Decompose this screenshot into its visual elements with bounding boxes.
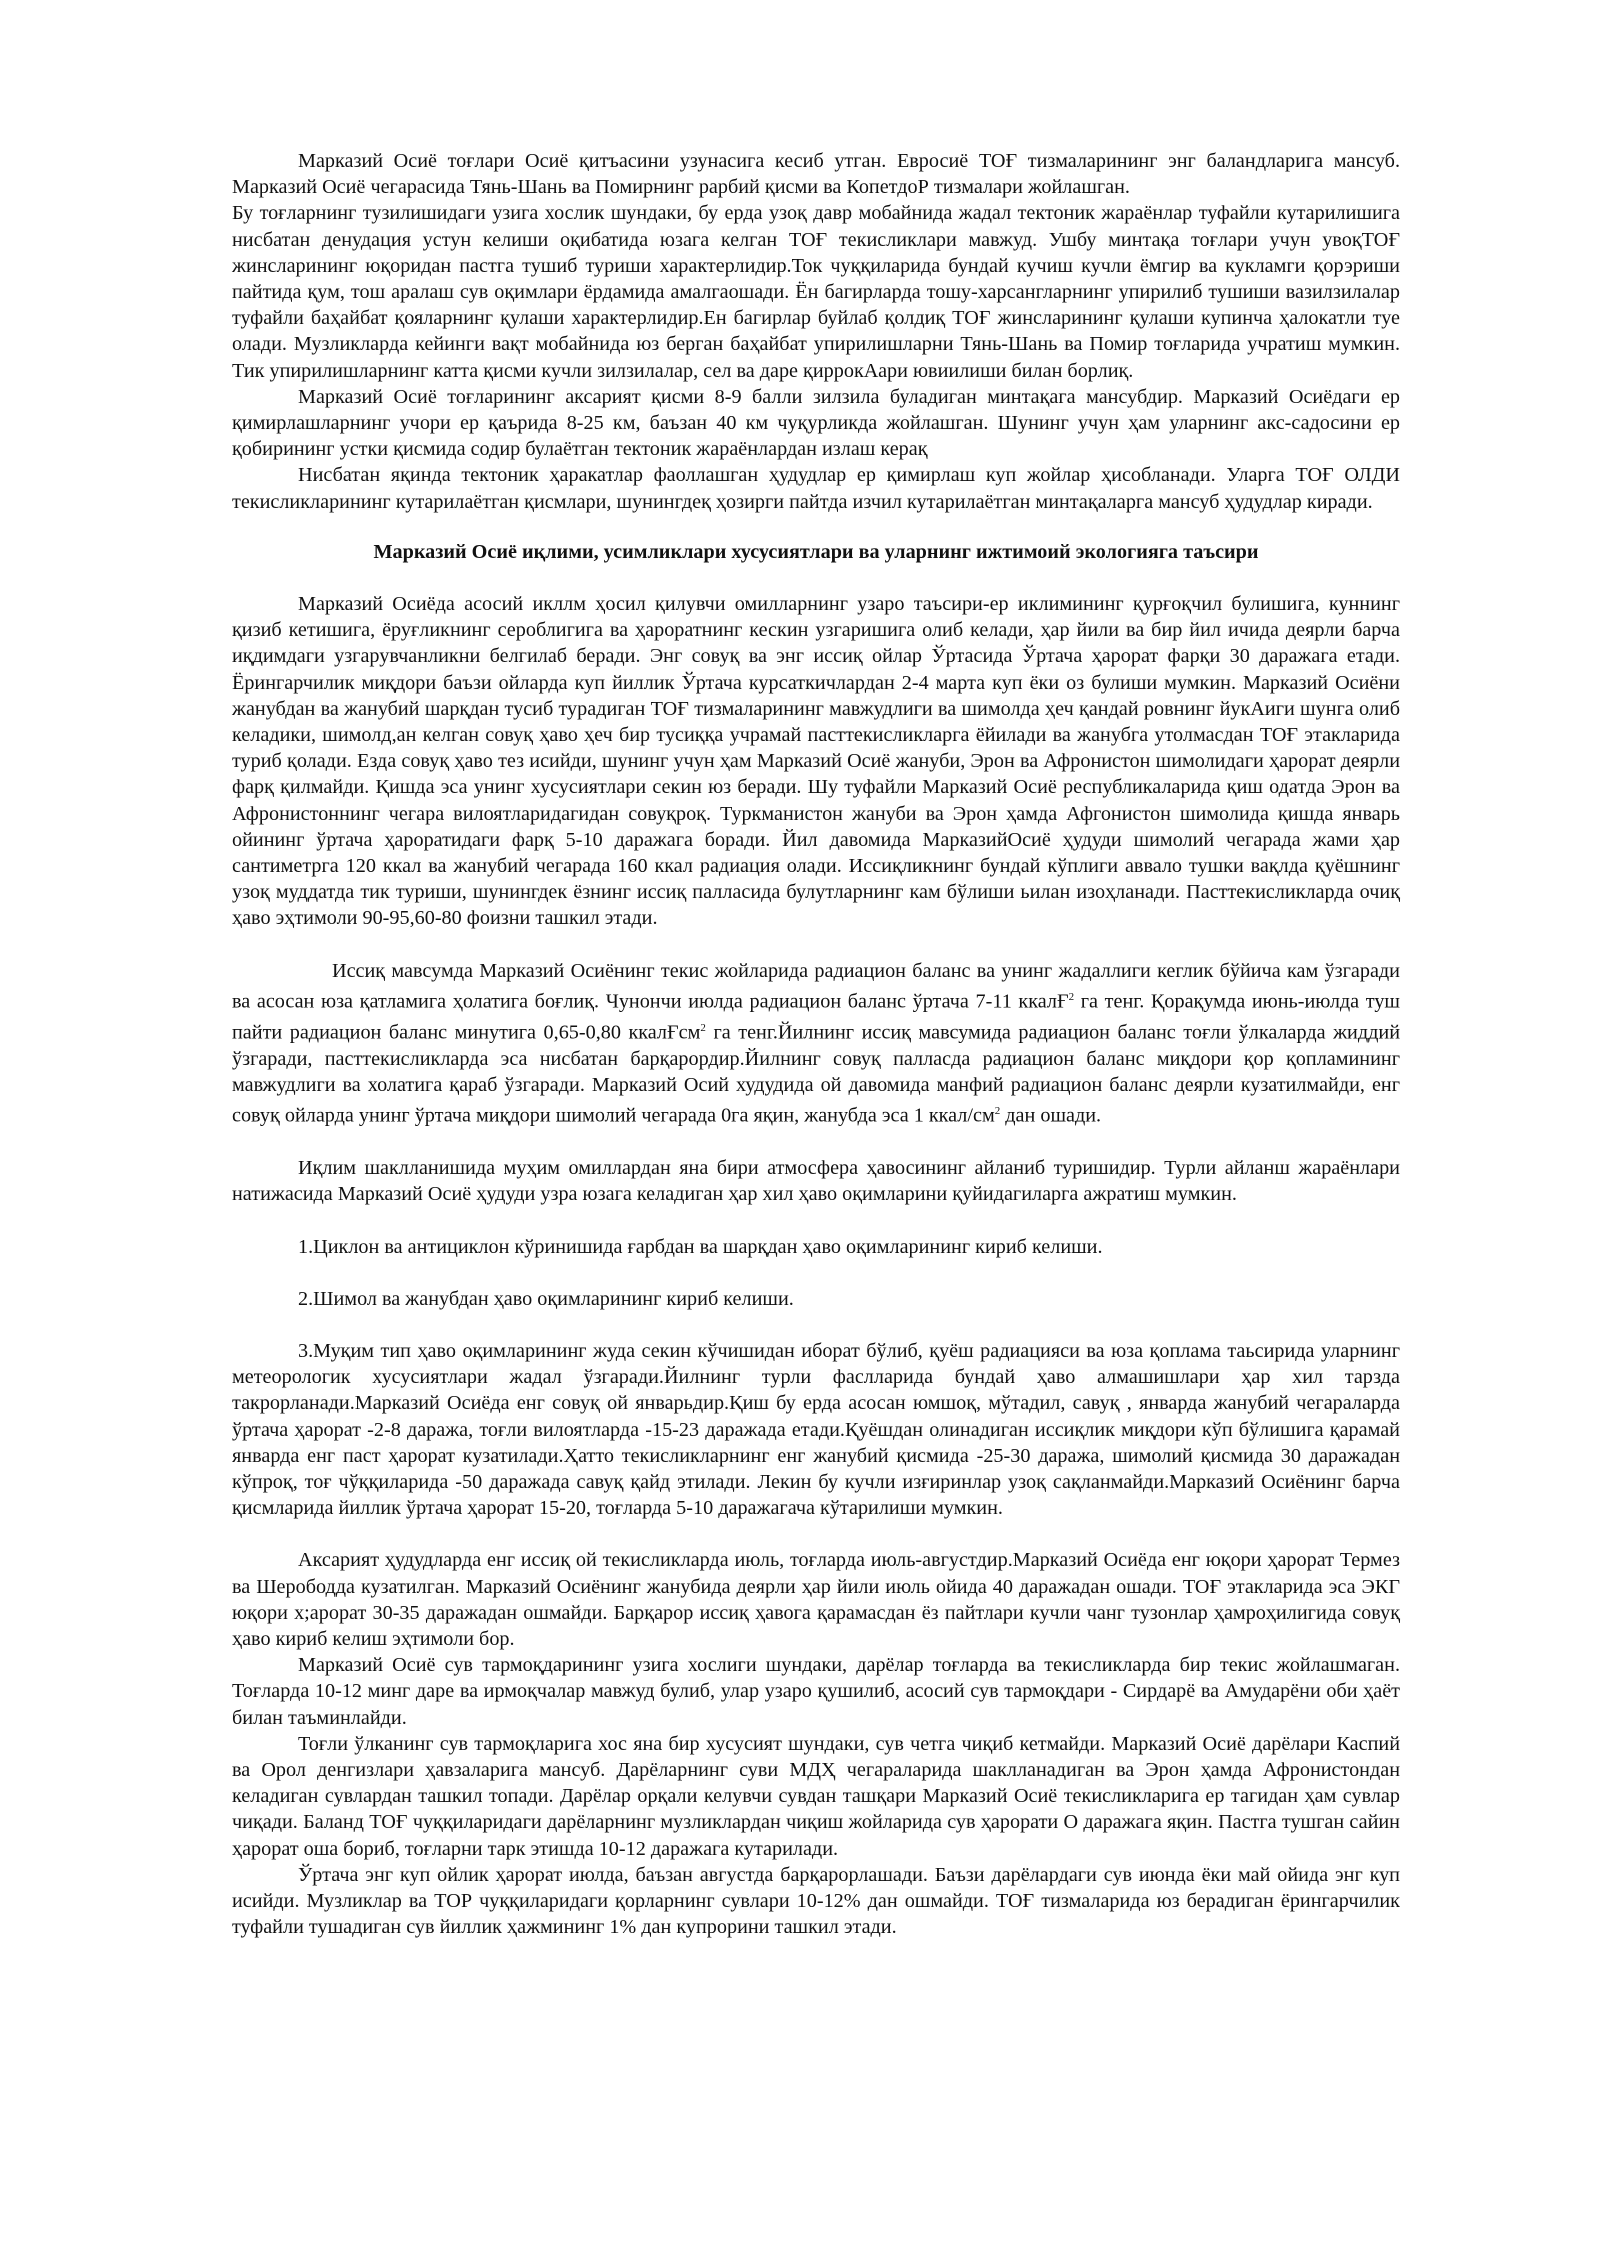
- climate-2-part-b: га тенг. Қорақумда июнь-июлда туш пайти радиацион баланс минутига 0,65-0,80 ккалҒсм: [232, 990, 1400, 1044]
- paragraph-intro-1: Марказий Осиё тоғлари Осиё қитъасини узунасига кесиб утган. Евросиё ТОҒ тизмаларининг энг баландларига мансуб. Марказий Осиё чегарасида Тянь-Шань ва Помирнинг рарбий қисми ва КопетдоР тизмалари жойлашган.: [232, 150, 1400, 199]
- list-item-3: 3.Муқим тип ҳаво оқимларининг жуда секин кўчишидан иборат бўлиб, қуёш радиацияси ва юза қоплама таьсирида уларнинг метеорологик хусусиятлари жадал ўзгаради.Йилнинг турли фаслларида бундай ҳаво алмашишлари ҳар хил тарзда такрорланади.Марказий Осиёда енг совуқ ой январьдир.Қиш бу ерда асосан юмшоқ, мўтадил, савуқ , январда жанубий чегараларда ўртача ҳарорат -2-8 даража, тоғли вилоятларда -15-23 даражада етади.Қуёшдан олинадиган иссиқлик миқдори кўп бўлишига қарамай январда енг паст ҳарорат кузатилади.Ҳатто текисликларнинг енг жанубий қисмида -25-30 даража, шимолий қисмида 30 даражадан кўпроқ, тоғ чўққиларида -50 даражада савуқ қайд этилади. Лекин бу кучли изғиринлар узоқ сақланмайди.Марказий Осиёнинг барча қисмларида йиллик ўртача ҳарорат 15-20, тоғларда 5-10 даражагача кўтарилиши мумкин.: [232, 1339, 1400, 1520]
- paragraph-water-1: Марказий Осиё сув тармоқдарининг узига хослиги шундаки, дарёлар тоғларда ва текисликларда бир текис жойлашмаган. Тоғларда 10-12 минг даре ва ирмоқчалар мавжуд булиб, улар узаро қушилиб, асосий сув тармоқдари - Сирдарё ва Амударёни оби ҳаёт билан таъминлайди.: [232, 1654, 1400, 1729]
- paragraph-water-3: Ўртача энг куп ойлик ҳарорат июлда, баъзан августда барқарорлашади. Баъзи дарёлардаги сув июнда ёки май ойида энг куп исийди. Музликлар ва ТОР чуққиларидаги қорларнинг сувлари 10-12% дан ошмайди. ТОҒ тизмаларида юз берадиган ёрингарчилик туфайли тушадиган сув йиллик ҳажмининг 1% дан купрорини ташкил этади.: [232, 1863, 1400, 1939]
- superscript: 2: [700, 1021, 706, 1034]
- superscript: 2: [994, 1105, 1001, 1118]
- climate-2-part-d: дан ошади.: [1000, 1104, 1102, 1127]
- paragraph-water-2: Тоғли ўлканинг сув тармоқларига хос яна бир хусусият шундаки, сув четга чиқиб кетмайди. Марказий Осиё дарёлари Каспий ва Орол денгизлари ҳавзаларига мансуб. Дарёларнинг суви МДҲ чегараларида шаклланадиган ва Эрон ҳамда Афронистондан келадиган сувлардан ташкил топади. Дарёлар орқали келувчи сувдан ташқари Марказий Осиё текисликларига ер тагидан ҳам сувлар чиқади. Баланд ТОҒ чуққиларидаги дарёларнинг музликлардан чиқиш жойларида сув ҳарорати О даражага яқин. Пастга тушган сайин ҳарорат оша бориб, тоғларни тарк этишда 10-12 даражага кутарилади.: [232, 1732, 1400, 1860]
- paragraph-intro-2: Бу тоғларнинг тузилишидаги узига хослик шундаки, бу ерда узоқ давр мобайнида жадал тектоник жараёнлар туфайли кутарилишига нисбатан денудация устун келиши оқибатида юзага келган ТОҒ текисликлари мавжуд. Ушбу минтақа тоғлари учун увоқТОҒ жинсларининг юқоридан пастга тушиб туриши характерлидир.Ток чуққиларида бундай кучиш кучли ёмгир ва кукламги қорэриши пайтида қум, тош аралаш сув оқимлари ёрдамида амалгаошади. Ён багирларда тошу-харсангларнинг упирилиб тушиши вазилзилалар туфайли баҳайбат қояларнинг қулаши характерлидир.Ен багирлар буйлаб қолдиқ ТОҒ жинсларининг қулаши купинча ҳалокатли туе олади. Музликларда кейинги вақт мобайнида юз берган баҳайбат упирилишларни Тянь-Шань ва Помир тоғларида учратиш мумкин. Тик упирилишларнинг катта қисми кучли зилзилалар, сел ва даре қиррокАари ювиилиши билан борлиқ.: [232, 202, 1400, 382]
- document-page: [232, 148, 1400, 1940]
- climate-2-part-c: га тенг.Йилнинг иссиқ мавсумида радиацион баланс тоғли ўлкаларда жиддий ўзгаради, пасттекисликларда эса нисбатан барқарордир.Йилнинг совуқ палласда радиацион баланс миқдори қор қопламининг мавжудлиги ва холатига қараб ўзгаради. Марказий Осий худудида ой давомида манфий радиацион баланс деярли кузатилмайди, енг совуқ ойларда унинг ўртача миқдори шимолий чегарада 0га яқин, жанубда эса 1 ккал/см: [232, 1021, 1401, 1127]
- paragraph-summer: Аксарият ҳудудларда енг иссиқ ой текисликларда июль, тоғларда июль-августдир.Марказий Осиёда енг юқори ҳарорат Термез ва Шерободда кузатилган. Марказий Осиёнинг жанубида деярли ҳар йили июль ойида 40 даражадан ошади. ТОҒ этакларида эса ЭКГ юқори х;арорат 30-35 даражадан ошмайди. Барқарор иссиқ ҳавога қарамасдан ёз пайтлари кучли чанг тузонлар ҳамроҳилигида совуқ ҳаво кириб келиш эҳтимоли бор.: [232, 1549, 1400, 1650]
- paragraph-intro-3: Марказий Осиё тоғларининг аксарият қисми 8-9 балли зилзила буладиган минтақага мансубдир. Марказий Осиёдаги ер қимирлашларнинг учори ер қаърида 8-25 км, баъзан 40 км чуқурликда жойлашган. Шунинг учун ҳам уларнинг акс-садосини ер қобирининг устки қисмида содир булаётган тектоник жараёнлардан излаш керақ: [232, 385, 1400, 461]
- list-item-2: 2.Шимол ва жанубдан ҳаво оқимларининг кириб келиши.: [298, 1287, 794, 1310]
- paragraph-climate-3: Иқлим шаклланишида муҳим омиллардан яна бири атмосфера ҳавосининг айланиб туришидир. Турли айланш жараёнлари натижасида Марказий Осиё ҳудуди узра юзага келадиган ҳар хил ҳаво оқимларини қуйидагиларга ажратиш мумкин.: [232, 1157, 1400, 1206]
- list-item-1: 1.Циклон ва антициклон кўринишида ғарбдан ва шарқдан ҳаво оқимларининг кириб келиши.: [298, 1235, 1103, 1258]
- section-heading: Марказий Осиё иқлими, усимликлари хусусиятлари ва уларнинг ижтимоий экологияга таъсири: [373, 540, 1259, 563]
- climate-2-part-a: Иссиқ мавсумда Марказий Осиёнинг текис жойларида радиацион баланс ва унинг жадаллиги кеглик бўйича кам ўзгаради ва асосан юза қатламига ҳолатига боғлиқ. Чунончи июлда радиацион баланс ўртача 7-11 ккалҒ: [232, 959, 1400, 1013]
- paragraph-climate-2: [232, 958, 1400, 1129]
- paragraph-climate-1: Марказий Осиёда асосий икллм ҳосил қилувчи омилларнинг узаро таъсири-ер иклимининг қурғоқчил булишига, куннинг қизиб кетишига, ёруғликнинг сероблигига ва ҳароратнинг кескин узгаришига олиб келади, ҳар йили ва бир йил ичида деярли барча иқдимдаги узгарувчанликни белгилаб беради. Энг совуқ ва энг иссиқ ойлар Ўртасида Ўртача ҳарорат фарқи 30 даражага етади. Ёрингарчилик миқдори баъзи ойларда куп йиллик Ўртача курсаткичлардан 2-4 марта куп ёки оз булиши мумкин. Марказий Осиёни жанубдан ва жанубий шарқдан тусиб турадиган ТОҒ тизмаларининг мавжудлиги ва шимолда ҳеч қандай ровнинг йукАиги шунга олиб келадики, шимолд,ан келган совуқ ҳаво ҳеч бир тусиққа учрамай пасттекисликларга ёйилади ва жанубга утолмасдан ТОҒ этакларида туриб қолади. Езда совуқ ҳаво тез исийди, шунинг учун ҳам Марказий Осиё жануби, Эрон ва Афронистон шимолидаги ҳарорат деярли фарқ қилмайди. Қишда эса унинг хусусиятлари секин юз беради. Шу туфайли Марказий Осиё республикаларида қиш одатда Эрон ва Афронистоннинг чегара вилоятларидагидан совуқроқ. Туркманистон жануби ва Эрон ҳамда Афгонистон шимолида қишда январь ойининг ўртача ҳароратидаги фарқ 5-10 даражага боради. Йил давомида МарказийОсиё ҳудуди шимолий чегарада жами ҳар сантиметрга 120 ккал ва жанубий чегарада 160 ккал радиация олади. Иссиқликнинг бундай кўплиги аввало тушки вақлда қуёшнинг узоқ муддатда тик туриши, шунингдек ёзнинг иссиқ палласида булутларнинг кам бўлиши ьилан изоҳланади. Пасттекисликларда очиқ ҳаво эҳтимоли 90-95,60-80 фоизни ташкил этади.: [232, 593, 1400, 930]
- paragraph-intro-4: Нисбатан яқинда тектоник ҳаракатлар фаоллашган ҳудудлар ер қимирлаш куп жойлар ҳисобланади. Уларга ТОҒ ОЛДИ текисликларининг кутарилаётган қисмлари, шунингдеқ ҳозирги пайтда изчил кутарилаётган минтақаларга мансуб ҳудудлар киради.: [232, 464, 1400, 513]
- superscript: 2: [1068, 990, 1075, 1003]
